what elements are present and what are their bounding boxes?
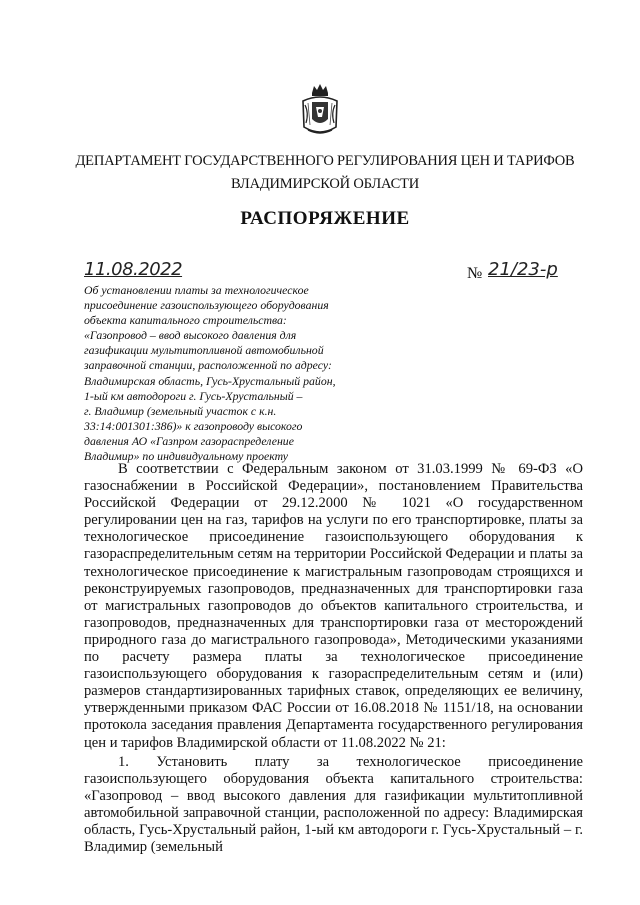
document-subject: Об установлении платы за технологическое присоединение газоиспользующего оборудования объекта капитального строительства: «Газопровод – ввод высокого давления для газификации мультитопливной автомобильной заправочной станции, расположенной по адресу: Владимирская область, Гусь-Хрустальный район, 1-ый км автодороги г. Гусь-Хрустальный – г. Владимир (земельный участок с к.н. 33:14:001301:386)» к газопроводу высокого давления АО «Газпром газораспределение Владимир» по индивидуальному проекту [84,283,336,464]
body-paragraph-2: 1. Установить плату за технологическое присоединение газоиспользующего оборудования объекта капитального строительства: «Газопровод – ввод высокого давления для газификации мультитопливной автомобильной заправочной станции, расположенной по адресу: Владимирская область, Гусь-Хрустальный район, 1-ый км автодороги г. Гусь-Хрустальный – г. Владимир (земельный [84,754,583,856]
coat-of-arms-emblem-icon [300,83,340,139]
department-name-line-2: ВЛАДИМИРСКОЙ ОБЛАСТИ [231,176,419,192]
document-date: 11.08.2022 [84,259,183,280]
department-name-line-1: ДЕПАРТАМЕНТ ГОСУДАРСТВЕННОГО РЕГУЛИРОВАНИЯ ЦЕН И ТАРИФОВ [75,153,575,169]
document-title: РАСПОРЯЖЕНИЕ [240,208,410,229]
body-paragraph-1: В соответствии с Федеральным законом от 31.03.1999 № 69-ФЗ «О газоснабжении в Российской Федерации», постановлением Правительства Российской Федерации от 29.12.2000 № 1021 «О государственном регулировании цен на газ, тарифов на услуги по его транспортировке, платы за технологическое присоединение газоиспользующего оборудования к газораспределительным сетям на территории Российской Федерации и платы за технологическое присоединение к магистральным газопроводам строящихся и реконструируемых газопроводов, предназначенных для транспортировки газа от магистральных газопроводов до объектов капитального строительства, и газопроводов, предназначенных для транспортировки газа от месторождений природного газа до магистрального газопровода», Методическими указаниями по расчету размера платы за технологическое присоединение газоиспользующего оборудования к газораспределительным сетям и (или) размеров стандартизированных тарифных ставок, определяющих ее величину, утвержденными приказом ФАС России от 16.08.2018 № 1151/18, на основании протокола заседания правления Департамента государственного регулирования цен и тарифов Владимирской области от 11.08.2022 № 21: [84,461,583,751]
document-number-label: № [467,265,483,282]
document-number: 21/23-р [488,259,558,280]
